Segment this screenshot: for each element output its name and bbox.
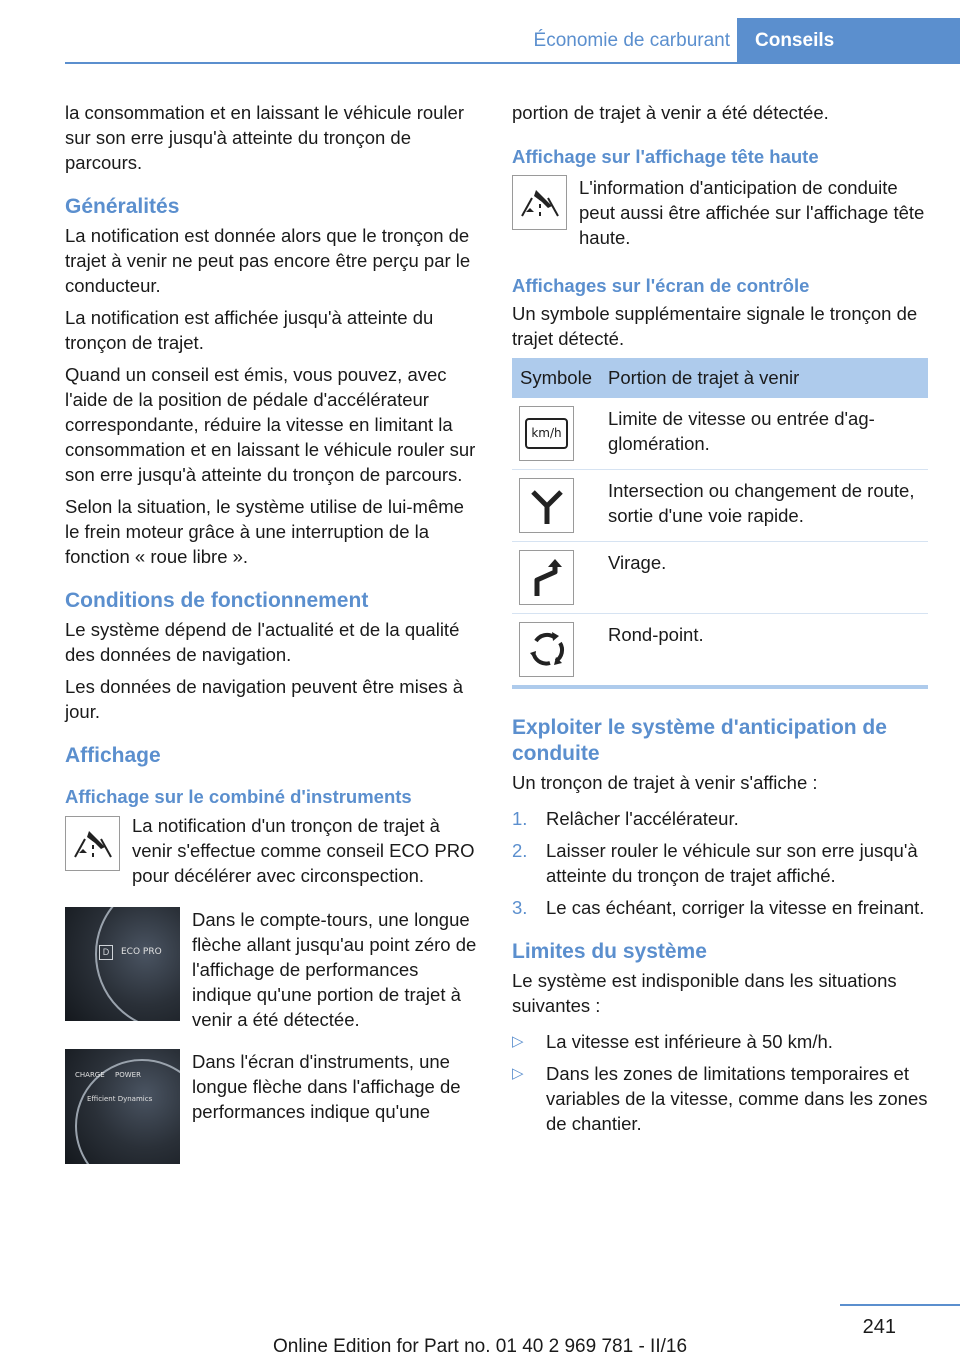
table-cell-text: Virage. xyxy=(600,542,928,614)
power-label: POWER xyxy=(115,1071,141,1079)
right-column xyxy=(512,100,928,1143)
hud-heading: Affichage sur l'affichage tête haute xyxy=(512,146,819,167)
speed-limit-icon xyxy=(519,406,574,461)
efficient-dynamics-label: Efficient Dynamics xyxy=(87,1095,153,1103)
bullet-triangle-icon: ▷ xyxy=(512,1065,524,1082)
gear-indicator: D xyxy=(99,945,113,960)
list-item: 2. Laisser rouler le véhicule sur son erre jusqu'à atteinte du tronçon de trajet affiché. xyxy=(512,840,918,886)
use-system-heading: Exploiter le système d'anticipation de conduite xyxy=(512,716,887,765)
page-number: 241 xyxy=(862,1316,896,1338)
left-column xyxy=(65,100,478,1170)
table-header-symbol: Symbole xyxy=(512,358,600,398)
steps-list xyxy=(512,806,928,920)
general-paragraph-1: La notification est donnée alors que le tronçon de trajet à venir ne peut pas encore être perçu par le conducteur. xyxy=(65,225,471,296)
limits-list xyxy=(512,1029,928,1136)
speed-limit-label: km/h xyxy=(525,418,567,449)
general-heading: Généralités xyxy=(65,195,180,218)
use-system-paragraph: Un tronçon de trajet à venir s'affiche : xyxy=(512,772,818,793)
table-row xyxy=(512,398,928,470)
list-item: 3. Le cas échéant, corriger la vitesse en freinant. xyxy=(512,897,925,918)
table-row xyxy=(512,542,928,614)
footer-rule xyxy=(840,1304,960,1306)
cluster-paragraph: La notification d'un tronçon de trajet à venir s'effectue comme conseil ECO PRO pour décélérer avec circonspection. xyxy=(132,815,475,886)
limits-paragraph: Le système est indisponible dans les situations suivantes : xyxy=(512,970,897,1016)
list-item: ▷ Dans les zones de limitations temporaires et variables de la vitesse, comme dans les zones de chantier. xyxy=(512,1063,928,1134)
display-heading: Affichage xyxy=(65,744,161,767)
rev-counter-paragraph: Dans le compte-tours, une longue flèche allant jusqu'au point zéro de l'affichage de performances indique qu'une portion de trajet à venir a été détectée. xyxy=(192,909,477,1030)
eco-pro-label: ECO PRO xyxy=(121,947,162,957)
limits-heading: Limites du système xyxy=(512,940,707,963)
general-paragraph-3: Quand un conseil est émis, vous pouvez, avec l'aide de la position de pédale d'accélérateur correspondante, réduire la vitesse en limitant la consommation et en laissant le véhicule rouler sur son erre jusqu'à atteinte du tronçon de parcours. xyxy=(65,364,476,485)
control-display-heading: Affichages sur l'écran de contrôle xyxy=(512,275,810,296)
cluster-heading: Affichage sur le combiné d'instruments xyxy=(65,786,412,807)
hud-anticipation-icon xyxy=(512,175,567,230)
general-paragraph-2: La notification est affichée jusqu'à atteinte du tronçon de trajet. xyxy=(65,307,434,353)
edition-footer: Online Edition for Part no. 01 40 2 969 781 - II/16 xyxy=(272,1336,688,1357)
header-rule xyxy=(65,62,960,64)
intro-paragraph: la consommation et en laissant le véhicule rouler sur son erre jusqu'à atteinte du tronçon de parcours. xyxy=(65,102,464,173)
eco-pro-anticipation-icon xyxy=(65,816,120,871)
continued-paragraph: portion de trajet à venir a été détectée. xyxy=(512,102,829,123)
instrument-screen-photo xyxy=(65,1049,180,1164)
table-header-portion: Portion de trajet à venir xyxy=(600,358,928,398)
charge-label: CHARGE xyxy=(75,1071,105,1079)
conditions-paragraph-2: Les données de navigation peuvent être mises à jour. xyxy=(65,676,464,722)
control-display-paragraph: Un symbole supplémentaire signale le tronçon de trajet détecté. xyxy=(512,303,918,349)
list-item: 1. Relâcher l'accélérateur. xyxy=(512,808,739,829)
table-cell-text: Intersection ou changement de route, sortie d'une voie rapide. xyxy=(600,470,928,542)
running-header-section: Économie de carburant xyxy=(533,30,730,51)
conditions-heading: Conditions de fonctionnement xyxy=(65,589,369,612)
step-number: 3. xyxy=(512,897,528,918)
running-header-tab: Conseils xyxy=(737,18,960,64)
step-number: 2. xyxy=(512,840,528,861)
symbol-table xyxy=(512,358,928,689)
table-cell-text: Limite de vitesse ou entrée d'agglomération. xyxy=(600,398,928,470)
intersection-icon xyxy=(519,478,574,533)
list-item: ▷ La vitesse est inférieure à 50 km/h. xyxy=(512,1031,833,1052)
rev-counter-photo xyxy=(65,907,180,1021)
roundabout-icon xyxy=(519,622,574,677)
general-paragraph-4: Selon la situation, le système utilise de lui-même le frein moteur grâce à une interruption de la fonction « roue libre ». xyxy=(65,496,464,567)
table-cell-text: Rond-point. xyxy=(600,614,928,688)
bullet-triangle-icon: ▷ xyxy=(512,1033,524,1050)
curve-icon xyxy=(519,550,574,605)
table-row xyxy=(512,470,928,542)
conditions-paragraph-1: Le système dépend de l'actualité et de la qualité des données de navigation. xyxy=(65,619,460,665)
instrument-screen-paragraph: Dans l'écran d'instruments, une longue flèche dans l'affichage de performances indique qu'une xyxy=(192,1051,461,1122)
hud-paragraph: L'information d'anticipation de conduite peut aussi être affichée sur l'affichage tête haute. xyxy=(579,177,925,248)
step-number: 1. xyxy=(512,808,528,829)
table-row xyxy=(512,614,928,688)
